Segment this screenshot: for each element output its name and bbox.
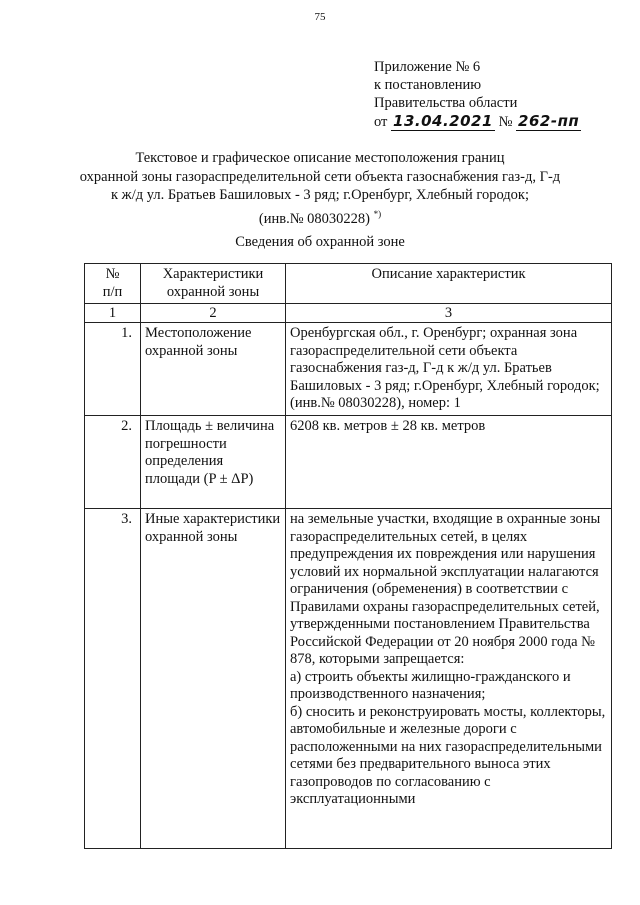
header-characteristic: Характеристики охранной зоны (141, 264, 286, 304)
appendix-date-line (374, 112, 624, 131)
row-characteristic: Площадь ± величина погрешности определения площади (P ± ΔP) (141, 416, 286, 509)
header-description: Описание характеристик (286, 264, 612, 304)
title-line-1: Текстовое и графическое описание местоположения границ (135, 150, 505, 166)
row-characteristic: Иные характеристики охранной зоны (141, 509, 286, 849)
row-description: 6208 кв. метров ± 28 кв. метров (286, 416, 612, 509)
row-number: 2. (85, 416, 141, 509)
column-number-2: 2 (141, 304, 286, 323)
handwritten-date: 13.04.2021 (393, 112, 493, 130)
row-number: 1. (85, 323, 141, 416)
appendix-line-2: к постановлению (374, 77, 482, 93)
row-characteristic: Местоположение охранной зоны (141, 323, 286, 416)
table-row (85, 509, 612, 849)
footnote-mark: *) (373, 208, 382, 219)
column-number-3: 3 (286, 304, 612, 323)
table-header-row (85, 264, 612, 304)
title-line-3: к ж/д ул. Братьев Башиловых - 3 ряд; г.Оренбург, Хлебный городок; (111, 187, 529, 203)
appendix-line-3: Правительства области (374, 95, 518, 111)
page-number: 75 (314, 11, 326, 23)
title-line-2: охранной зоны газораспределительной сети объекта газоснабжения газ-д, Г-д (79, 168, 561, 185)
document-title (40, 149, 600, 228)
row-description: на земельные участки, входящие в охранные зоны газораспределительных сетей, в целях предупреждения их повреждения или нарушения условий их нормальной эксплуатации налагаются ограничения (обременения) в соответствии с Правилами охраны газораспределительных сетей, утвержденными постановлением Правительства Российской Федерации от 20 ноября 2000 года № 878, которыми запрещается: а) строить объекты жилищно-гражданского и производственного назначения; б) сносить и реконструировать мосты, коллекторы, автомобильные и железные дороги с расположенными на них газораспределительными сетями без предварительного выноса этих газопроводов по согласованию с эксплуатационными (286, 509, 612, 849)
header-number: № п/п (85, 264, 141, 304)
title-line-4 (40, 205, 600, 228)
table-row (85, 323, 612, 416)
section-title: Сведения об охранной зоне (235, 234, 405, 250)
date-prefix: от (374, 114, 388, 130)
column-number-row (85, 304, 612, 323)
zone-info-table (84, 263, 612, 849)
table-row (85, 416, 612, 509)
handwritten-number: 262-пп (518, 112, 580, 130)
column-number-1: 1 (85, 304, 141, 323)
row-number: 3. (85, 509, 141, 849)
row-description: Оренбургская обл., г. Оренбург; охранная зона газораспределительной сети объекта газоснабжения газ-д, Г-д к ж/д ул. Братьев Башиловых - 3 ряд; г.Оренбург, Хлебный городок; (инв.№ 08030228), номер: 1 (286, 323, 612, 416)
appendix-block (374, 58, 624, 131)
inventory-number: (инв.№ 08030228) (258, 210, 370, 227)
number-prefix: № (498, 114, 513, 130)
appendix-line-1: Приложение № 6 (374, 59, 481, 75)
